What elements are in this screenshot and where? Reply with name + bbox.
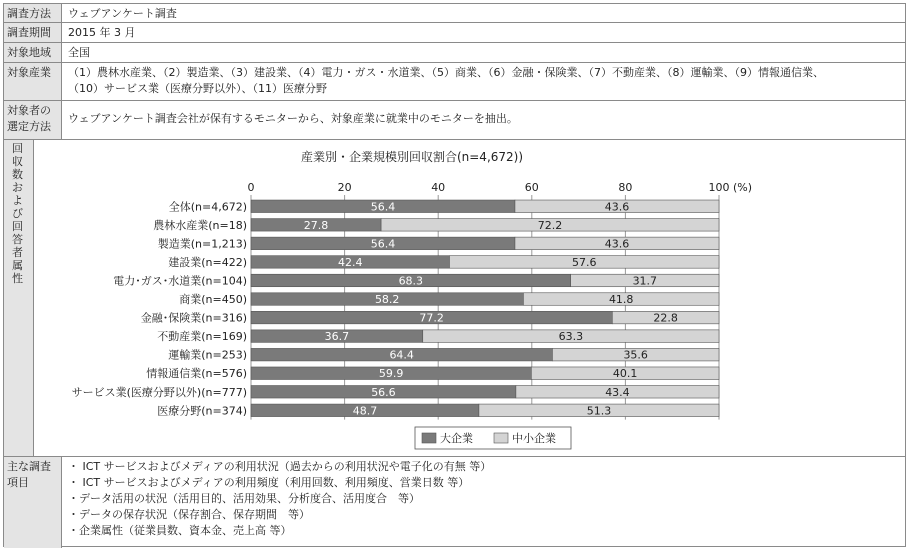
data-label: 48.7 bbox=[352, 404, 378, 418]
response-chart bbox=[34, 140, 905, 456]
row-survey-period bbox=[4, 23, 905, 43]
label-selection-method bbox=[4, 101, 62, 139]
label-survey-method: 調査方法 bbox=[4, 4, 62, 22]
label-response bbox=[4, 140, 34, 456]
survey-item: ・データ活用の状況（活用目的、活用効果、分析度合、活用度合 等） bbox=[68, 492, 420, 505]
x-tick-label: 20 bbox=[337, 181, 352, 194]
label-target-industry: 対象産業 bbox=[4, 63, 62, 100]
data-label: 56.4 bbox=[370, 200, 396, 214]
industry-line-1: （1）農林水産業、（2）製造業、（3）建設業、（4）電力・ガス・水道業、（5）商業、（6）金融・保険業、（7）不動産業、（8）運輸業、（9）情報通信業、 bbox=[68, 66, 824, 79]
category-label: 建設業(n=422) bbox=[168, 255, 247, 269]
x-tick-label: 80 bbox=[618, 181, 633, 194]
selection-label-line-1: 対象者の bbox=[7, 104, 51, 117]
row-survey-items bbox=[4, 457, 905, 548]
row-survey-method bbox=[4, 4, 905, 23]
data-label: 27.8 bbox=[303, 218, 329, 232]
row-target-region bbox=[4, 43, 905, 63]
data-label: 56.4 bbox=[370, 237, 396, 251]
data-label: 43.6 bbox=[604, 200, 630, 214]
category-label: 金融･保険業(n=316) bbox=[140, 311, 247, 325]
category-label: 情報通信業(n=576) bbox=[146, 367, 247, 381]
data-label: 51.3 bbox=[586, 404, 612, 418]
survey-item: ・企業属性（従業員数、資本金、売上高 等） bbox=[68, 524, 292, 537]
category-label: 商業(n=450) bbox=[179, 293, 247, 307]
data-label: 64.4 bbox=[389, 348, 414, 362]
data-label: 43.4 bbox=[605, 385, 630, 399]
survey-overview-table bbox=[3, 3, 906, 547]
value-survey-period: 2015 年 3 月 bbox=[68, 26, 136, 39]
category-label: 農林水産業(n=18) bbox=[153, 218, 247, 232]
data-label: 72.2 bbox=[537, 218, 563, 232]
survey-item: ・ ICT サービスおよびメディアの利用頻度（利用回数、利用頻度、営業日数 等） bbox=[68, 476, 470, 489]
items-label-line-2: 項目 bbox=[7, 476, 29, 489]
data-label: 59.9 bbox=[378, 367, 404, 381]
category-label: 運輸業(n=253) bbox=[168, 348, 247, 362]
response-label-text: 回収数および回答者属性 bbox=[12, 142, 23, 285]
data-label: 43.6 bbox=[604, 237, 630, 251]
selection-label-line-2: 選定方法 bbox=[7, 120, 51, 133]
x-tick-label: 60 bbox=[524, 181, 539, 194]
value-target-industry bbox=[62, 63, 905, 100]
data-label: 36.7 bbox=[324, 330, 350, 344]
legend-swatch bbox=[422, 433, 436, 443]
category-label: サービス業(医療分野以外)(n=777) bbox=[71, 385, 247, 399]
category-label: 不動産業(n=169) bbox=[157, 330, 247, 344]
data-label: 40.1 bbox=[612, 367, 638, 381]
data-label: 35.6 bbox=[623, 348, 648, 362]
legend-label: 中小企業 bbox=[512, 432, 556, 445]
x-tick-label: 0 bbox=[247, 181, 255, 194]
data-label: 63.3 bbox=[558, 330, 584, 344]
data-label: 77.2 bbox=[419, 311, 444, 325]
x-tick-label: 40 bbox=[431, 181, 446, 194]
x-tick-label: 100 bbox=[708, 181, 730, 194]
data-label: 68.3 bbox=[398, 274, 424, 288]
category-label: 医療分野(n=374) bbox=[157, 404, 247, 418]
row-response bbox=[4, 140, 905, 457]
value-survey-method: ウェブアンケート調査 bbox=[68, 7, 177, 20]
value-target-region: 全国 bbox=[68, 46, 90, 59]
data-label: 41.8 bbox=[608, 293, 634, 307]
value-survey-items bbox=[62, 457, 905, 548]
label-target-region: 対象地域 bbox=[4, 43, 62, 62]
legend-label: 大企業 bbox=[440, 432, 473, 445]
row-selection-method bbox=[4, 101, 905, 140]
chart-x-unit: (%) bbox=[733, 181, 753, 194]
industry-line-2: （10）サービス業（医療分野以外）、（11）医療分野 bbox=[68, 82, 327, 95]
chart-title: 産業別・企業規模別回収割合(n=4,672)) bbox=[300, 150, 524, 164]
data-label: 31.7 bbox=[632, 274, 658, 288]
category-label: 電力･ガス･水道業(n=104) bbox=[113, 274, 247, 288]
survey-item: ・ ICT サービスおよびメディアの利用状況（過去からの利用状況や電子化の有無 等） bbox=[68, 460, 492, 473]
items-label-line-1: 主な調査 bbox=[7, 460, 51, 473]
value-selection-method: ウェブアンケート調査会社が保有するモニターから、対象産業に就業中のモニターを抽出。 bbox=[68, 112, 518, 125]
legend-swatch bbox=[494, 433, 508, 443]
label-survey-period: 調査期間 bbox=[4, 23, 62, 42]
category-label: 製造業(n=1,213) bbox=[157, 237, 247, 251]
category-label: 全体(n=4,672) bbox=[168, 200, 247, 214]
survey-item: ・データの保存状況（保存割合、保存期間 等） bbox=[68, 508, 310, 521]
data-label: 56.6 bbox=[371, 385, 396, 399]
data-label: 58.2 bbox=[374, 293, 400, 307]
label-survey-items bbox=[4, 457, 62, 548]
data-label: 22.8 bbox=[653, 311, 678, 325]
data-label: 42.4 bbox=[337, 255, 363, 269]
row-target-industry bbox=[4, 63, 905, 101]
data-label: 57.6 bbox=[571, 255, 597, 269]
